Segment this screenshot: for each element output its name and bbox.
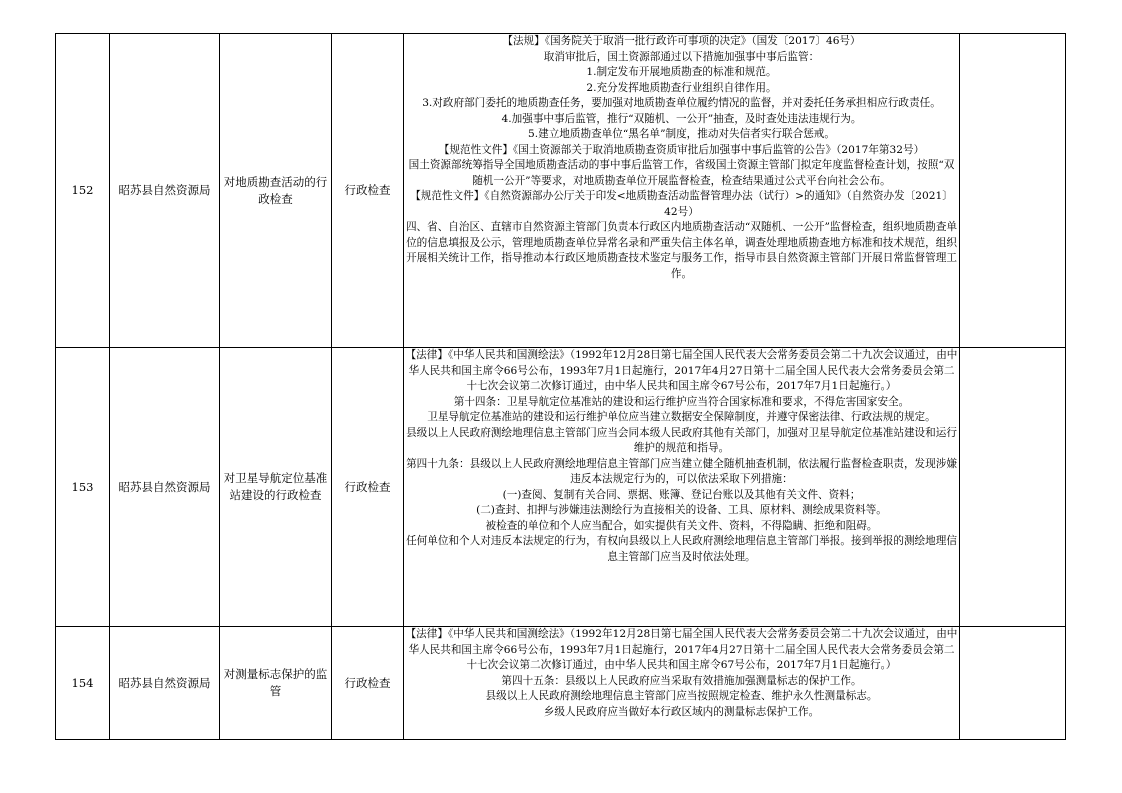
remark-cell [960, 627, 1066, 740]
legal-basis-paragraph: 四、省、自治区、直辖市自然资源主管部门负责本行政区内地质勘查活动“双随机、一公开”监督检查，组织地质勘查单位的信息填报及公示，管理地质勘查单位异常名录和严重失信主体名单，调查处理地质勘查地方标准和技术规范，组织开展相关统计工作，指导推动本行政区地质勘查技术鉴定与服务工作，指导市县自然资源主管部门开展日常监督管理工作。 [405, 221, 958, 280]
legal-basis-cell [404, 348, 960, 627]
item-name-cell: 对测量标志保护的监管 [220, 627, 332, 740]
item-name-cell: 对地质勘查活动的行政检查 [220, 34, 332, 348]
department-cell: 昭苏县自然资源局 [110, 34, 220, 348]
regulation-table [55, 33, 1066, 740]
legal-basis-paragraph: 第四十九条：县级以上人民政府测绘地理信息主管部门应当建立健全随机抽查机制，依法履行监督检查职责，发现涉嫌违反本法规定行为的，可以依法采取下列措施： [406, 457, 957, 485]
action-type-cell: 行政检查 [332, 348, 404, 627]
legal-basis-paragraph: 5.建立地质勘查单位“黑名单”制度，推动对失信者实行联合惩戒。 [528, 128, 835, 140]
remark-cell [960, 34, 1066, 348]
legal-basis-paragraph: 【规范性文件】《自然资源部办公厅关于印发<地质勘查活动监督管理办法（试行）>的通知》（自然资办发〔2021〕42号） [410, 190, 953, 218]
table-row [56, 348, 1066, 627]
legal-basis-paragraph: 县级以上人民政府测绘地理信息主管部门应当会同本级人民政府其他有关部门，加强对卫星导航定位基准站建设和运行维护的规范和指导。 [406, 426, 957, 454]
item-name-cell: 对卫星导航定位基准站建设的行政检查 [220, 348, 332, 627]
legal-basis-paragraph: 【法规】《国务院关于取消一批行政许可事项的决定》（国发〔2017〕46号） [502, 35, 861, 47]
department-cell: 昭苏县自然资源局 [110, 627, 220, 740]
legal-basis-paragraph: 4.加强事中事后监管，推行“双随机、一公开”抽查，及时查处违法违规行为。 [501, 112, 862, 125]
legal-basis-paragraph: 县级以上人民政府测绘地理信息主管部门应当按照规定检查、维护永久性测量标志。 [485, 690, 878, 702]
legal-basis-paragraph: 第十四条：卫星导航定位基准站的建设和运行维护应当符合国家标准和要求，不得危害国家安全。 [453, 395, 910, 408]
legal-basis-paragraph: 国土资源部统筹指导全国地质勘查活动的事中事后监管工作，省级国土资源主管部门拟定年度监督检查计划，按照“双随机一公开”等要求，对地质勘查单位开展监督检查，检查结果通过公式平台向社会公布。 [408, 159, 955, 187]
legal-basis-paragraph: 被检查的单位和个人应当配合，如实提供有关文件、资料，不得隐瞒、拒绝和阻碍。 [485, 519, 878, 532]
row-number: 152 [56, 34, 110, 348]
legal-basis-paragraph: 乡级人民政府应当做好本行政区域内的测量标志保护工作。 [543, 705, 820, 718]
legal-basis-paragraph: 3.对政府部门委托的地质勘查任务，要加强对地质勘查单位履约情况的监督，并对委托任务承担相应行政责任。 [422, 97, 941, 109]
legal-basis-paragraph: 任何单位和个人对违反本法规定的行为，有权向县级以上人民政府测绘地理信息主管部门举报。接到举报的测绘地理信息主管部门应当及时依法处理。 [406, 535, 957, 563]
row-number: 154 [56, 627, 110, 740]
action-type-cell: 行政检查 [332, 627, 404, 740]
department-cell: 昭苏县自然资源局 [110, 348, 220, 627]
legal-basis-cell [404, 34, 960, 348]
table-row [56, 627, 1066, 740]
legal-basis-paragraph: (一)查阅、复制有关合同、票据、账簿、登记台账以及其他有关文件、资料； [502, 488, 861, 501]
legal-basis-cell [404, 627, 960, 740]
legal-basis-paragraph: 取消审批后，国土资源部通过以下措施加强事中事后监管： [543, 50, 820, 63]
row-number: 153 [56, 348, 110, 627]
action-type-cell: 行政检查 [332, 34, 404, 348]
legal-basis-paragraph: 【法律】《中华人民共和国测绘法》（1992年12月28日第七届全国人民代表大会常务委员会第二十九次会议通过，由中华人民共和国主席令66号公布，1993年7月1日起施行，2017年4月27日第十二届全国人民代表大会常务委员会第二十七次会议第二次修订通过，由中华人民共和国主席令67号公布，2017年7月1日起施行。） [405, 349, 958, 392]
legal-basis-paragraph: (二)查封、扣押与涉嫌违法测绘行为直接相关的设备、工具、原材料、测绘成果资料等。 [476, 504, 887, 516]
table-row [56, 34, 1066, 348]
legal-basis-paragraph: 卫星导航定位基准站的建设和运行维护单位应当建立数据安全保障制度，并遵守保密法律、行政法规的规定。 [427, 411, 936, 423]
legal-basis-paragraph: 1.制定发布开展地质勘查的标准和规范。 [586, 66, 777, 78]
legal-basis-paragraph: 2.充分发挥地质勘查行业组织自律作用。 [586, 81, 777, 94]
legal-basis-paragraph: 【规范性文件】《国土资源部关于取消地质勘查资质审批后加强事中事后监管的公告》（2017年第32号） [438, 143, 925, 156]
remark-cell [960, 348, 1066, 627]
legal-basis-paragraph: 【法律】《中华人民共和国测绘法》（1992年12月28日第七届全国人民代表大会常务委员会第二十九次会议通过，由中华人民共和国主席令66号公布，1993年7月1日起施行，2017年4月27日第十二届全国人民代表大会常务委员会第二十七次会议第二次修订通过，由中华人民共和国主席令67号公布，2017年7月1日起施行。） [405, 628, 958, 671]
legal-basis-paragraph: 第四十五条：县级以上人民政府应当采取有效措施加强测量标志的保护工作。 [501, 674, 862, 687]
